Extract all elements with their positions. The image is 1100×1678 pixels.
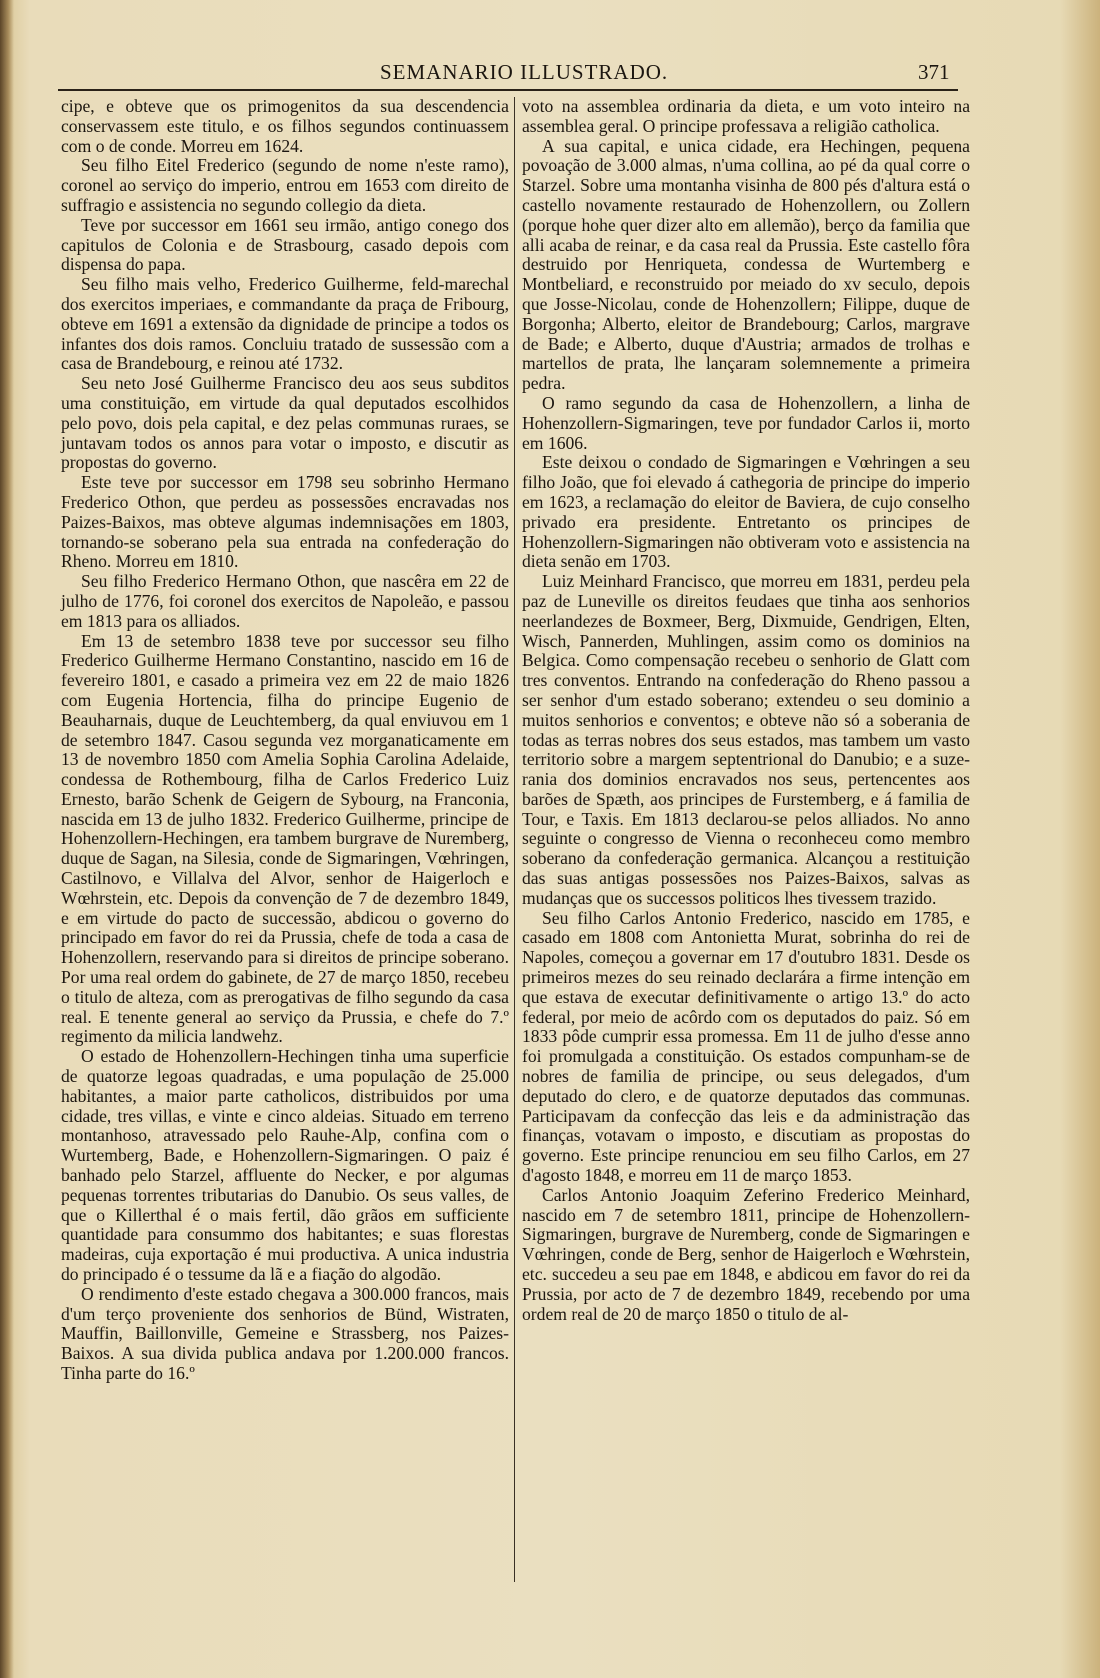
paragraph: O rendimento d'este estado chegava a 300.000 francos, mais d'um terço proveniente dos senhorios de Bünd, Wistraten, Mauffin, Baillonville, Gemeine e Strassberg, nos Paizes-Baixos. A sua divida publica andava por 1.200.000 francos. Tinha parte do 16.º xyxy=(61,1283,509,1383)
paragraph: cipe, e obteve que os primogenitos da sua descendencia conservassem este titulo, e os filhos segundos continuassem com o de conde. Morreu em 1624. xyxy=(61,96,509,156)
header-rule xyxy=(58,89,958,91)
paragraph: Seu filho Eitel Frederico (segundo de nome n'este ramo), coronel ao serviço do imperio, entrou em 1653 com direito de suffragio e assistencia no segundo collegio da dieta. xyxy=(61,155,509,215)
right-column xyxy=(522,97,970,1582)
paragraph: Seu filho Carlos Antonio Frederico, nascido em 1785, e casado em 1808 com Antonietta Murat, sobrinha do rei de Napoles, começou a governar em 17 d'outubro 1831. Desde os primeiros mezes do seu reinado declarára a firme intenção em que estava de executar definitivamente o artigo 13.º do acto federal, por meio de acôrdo com os deputados do paiz. Só em 1833 pôde cumprir essa promessa. Em 11 de julho d'esse anno foi promulgada a constituição. Os estados compunham-se de nobres de familia de principe, ou seus delegados, d'um deputado do clero, e de quatorze deputados das communas. Participavam da confecção das leis e da administração das finanças, votavam o imposto, e discutiam as propostas do governo. Este principe renunciou em seu filho Carlos, em 27 d'agosto 1848, e morreu em 11 de março 1853. xyxy=(522,907,970,1186)
left-column xyxy=(61,97,509,1582)
page-binding-edge xyxy=(0,0,14,1678)
paragraph: Seu filho Frederico Hermano Othon, que nascêra em 22 de julho de 1776, foi coronel dos exercitos de Napoleão, e passou em 1813 para os alliados. xyxy=(61,571,509,631)
paragraph: Este teve por successor em 1798 seu sobrinho Hermano Frederico Othon, que perdeu as possessões encravadas nos Paizes-Baixos, mas obteve algumas indemnisações em 1803, tornando-se soberano pela sua entrada na confederação do Rheno. Morreu em 1810. xyxy=(61,472,509,572)
column-divider xyxy=(514,97,515,1582)
running-header xyxy=(58,56,958,90)
paragraph: Carlos Antonio Joaquim Zeferino Frederico Meinhard, nascido em 7 de setembro 1811, principe de Hohenzollern-Sigmaringen, burgrave de Nuremberg, conde de Sigmaringen e Vœhringen, conde de Berg, senhor de Haigerloch e Wœhrstein, etc. succedeu a seu pae em 1848, e abdicou em favor do rei da Prussia, por acto de 7 de dezembro 1849, recebendo por uma ordem real de 20 de março 1850 o titulo de al- xyxy=(522,1184,970,1324)
paragraph: Em 13 de setembro 1838 teve por successor seu filho Frederico Guilherme Hermano Constantino, nascido em 16 de fevereiro 1801, e casado a primeira vez em 22 de maio 1826 com Eugenia Hortencia, filha do principe Eugenio de Beauharnais, duque de Leuchtemberg, da qual enviuvou em 1 de setembro 1847. Casou segunda vez morganaticamente em 13 de novembro 1850 com Amelia Sophia Carolina Adelaide, condessa de Rothembourg, filha de Carlos Frederico Luiz Ernesto, barão Schenk de Geigern de Sybourg, na Franconia, nascida em 13 de julho 1832. Frederico Guilherme, principe de Hohenzollern-Hechingen, era tambem burgrave de Nuremberg, duque de Sagan, na Silesia, conde de Sigmaringen, Vœhringen, Castilnovo, e Villalva del Alvor, senhor de Haigerloch e Wœhrstein, etc. Depois da convenção de 7 de dezembro 1849, e em virtude do pacto de successão, abdicou o governo do principado em favor do rei da Prussia, chefe de toda a casa de Hohenzollern, reservando para si direitos de principe soberano. Por uma real ordem do gabinete, de 27 de março 1850, recebeu o titulo de alteza, com as prerogativas de filho segundo da casa real. E tenente general ao serviço da Prussia, e chefe do 7.º regimento da milicia landwehz. xyxy=(61,630,509,1047)
paragraph: Luiz Meinhard Francisco, que morreu em 1831, perdeu pela paz de Luneville os direitos feudaes que tinha aos senhorios neerlandezes de Boxmeer, Berg, Dixmuide, Gendrigen, Elten, Wisch, Pannerden, Muhlingen, assim como os dominios na Belgica. Como compensação recebeu o senhorio de Glatt com tres conventos. Entrando na confederação do Rheno passou a ser senhor d'um estado soberano; extendeu o seu dominio a muitos senhorios e conventos; e obteve não só a soberania de todas as terras nobres dos seus estados, mas tambem um vasto territorio sobre a margem septentrional do Danubio; e a suzerania dos dominios encravados nos seus, pertencentes aos barões de Spæth, aos principes de Furstemberg, e á familia de Tour, e Taxis. Em 1813 declarou-se pelos alliados. No anno seguinte o congresso de Vienna o reconheceu como membro soberano da confederação germanica. Alcançou a restituição das suas antigas possessões nos Paizes-Baixos, salvas as mudanças que os successos politicos lhes tivessem trazido. xyxy=(522,571,970,908)
page-number: 371 xyxy=(918,60,950,84)
paragraph: O ramo segundo da casa de Hohenzollern, a linha de Hohenzollern-Sigmaringen, teve por fundador Carlos ii, morto em 1606. xyxy=(522,392,970,453)
paragraph: A sua capital, e unica cidade, era Hechingen, pequena povoação de 3.000 almas, n'uma collina, ao pé da qual corre o Starzel. Sobre uma montanha visinha de 800 pés d'altura está o castello novamente restaurado de Hohenzollern, ou Zollern (porque hohe quer dizer alto em allemão), berço da familia que alli acaba de reinar, e da casa real da Prussia. Este castello fôra destruido por Henriqueta, condessa de Wurtemberg e Montbeliard, e reconstruido por meiado do xv seculo, depois que Josse-Nicolau, conde de Hohenzollern; Filippe, duque de Borgonha; Alberto, eleitor de Brandebourg; Carlos, margrave de Bade; e Alberto, duque d'Austria; armados de trolhas e martellos de prata, lhe lançaram solemnemente a primeira pedra. xyxy=(522,135,970,394)
paragraph: Seu filho mais velho, Frederico Guilherme, feld-marechal dos exercitos imperiaes, e commandante da praça de Fribourg, obteve em 1691 a extensão da dignidade de principe a todos os infantes dos dois ramos. Concluiu tratado de sussessão com a casa de Brandebourg, e reinou até 1732. xyxy=(61,274,509,374)
paragraph: O estado de Hohenzollern-Hechingen tinha uma superficie de quatorze legoas quadradas, e uma população de 25.000 habitantes, a maior parte catholicos, distribuidos por uma cidade, tres villas, e vinte e cinco aldeias. Situado em terreno montanhoso, atravessado pelo Rauhe-Alp, confina com o Wurtemberg, Bade, e Hohenzollern-Sigmaringen. O paiz é banhado pelo Starzel, affluente do Necker, e por algumas pequenas torrentes tributarias do Danubio. Os seus valles, de que o Killerthal é o mais fertil, dão grãos em sufficiente quantidade para consummo dos habitantes; e suas florestas madeiras, cuja exportação é mui productiva. A unica industria do principado é o tessume da lã e a fiação do algodão. xyxy=(61,1046,509,1285)
paragraph: voto na assemblea ordinaria da dieta, e um voto inteiro na assemblea geral. O principe professava a religião catholica. xyxy=(522,96,970,136)
paragraph: Seu neto José Guilherme Francisco deu aos seus subditos uma constituição, em virtude da qual deputados escolhidos pelo povo, dois pela capital, e dez pelas communas ruraes, se juntavam todos os annos para votar o imposto, e discutir as propostas do governo. xyxy=(61,373,509,473)
paragraph: Este deixou o condado de Sigmaringen e Vœhringen a seu filho João, que foi elevado á cathegoria de principe do imperio em 1623, a reclamação do eleitor de Baviera, de cujo conselho privado era presidente. Entretanto os principes de Hohenzollern-Sigmaringen não obtiveram voto e assistencia na dieta senão em 1703. xyxy=(522,452,970,572)
paragraph: Teve por successor em 1661 seu irmão, antigo conego dos capitulos de Colonia e de Strasbourg, casado depois com dispensa do papa. xyxy=(61,214,509,275)
publication-title: SEMANARIO ILLUSTRADO. xyxy=(380,60,669,84)
